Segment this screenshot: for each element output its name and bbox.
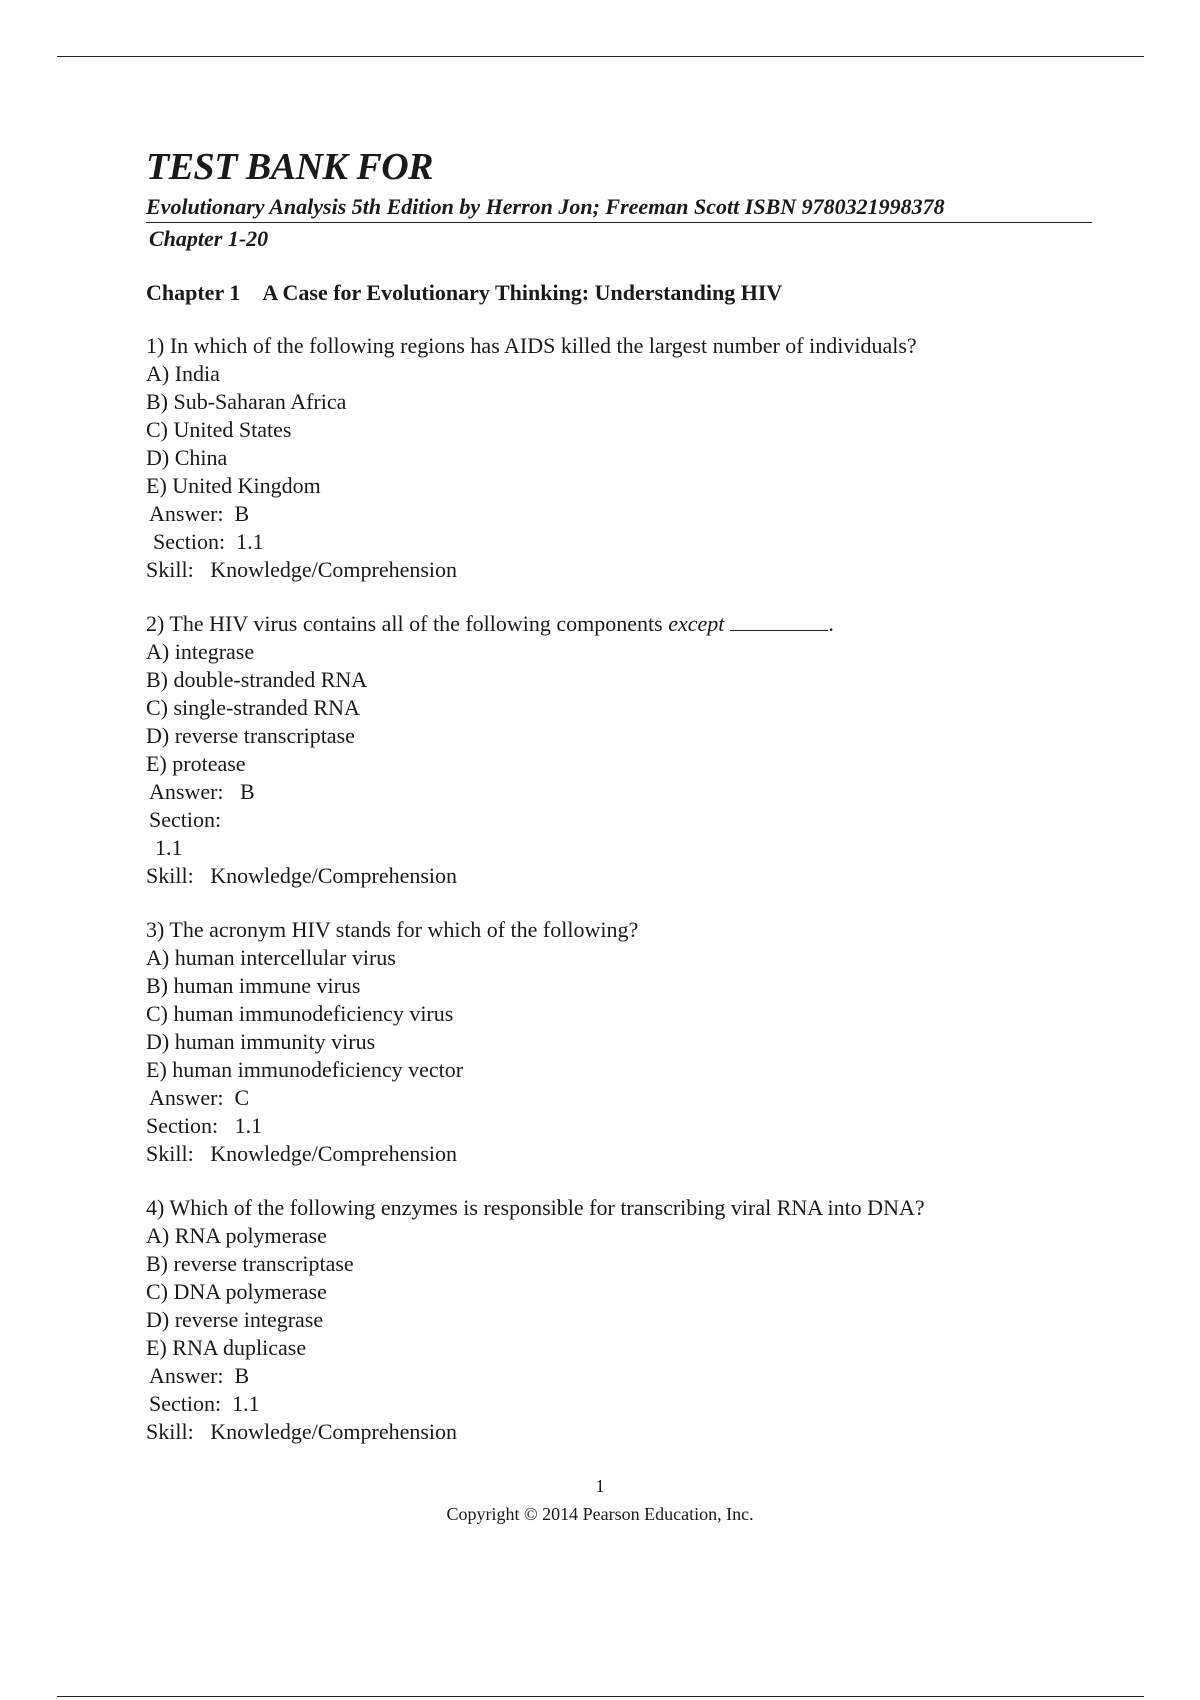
answer-line <box>146 778 1096 806</box>
skill-value: Knowledge/Comprehension <box>210 1419 458 1445</box>
answer-label: Answer: <box>149 1363 224 1389</box>
skill-label: Skill: <box>146 1141 194 1167</box>
top-rule <box>57 56 1144 57</box>
option-c: C) single-stranded RNA <box>146 695 360 721</box>
question-stem-text: 2) The HIV virus contains all of the following components <box>146 611 663 637</box>
option-a: A) India <box>146 361 220 387</box>
question-1 <box>146 332 1096 584</box>
option-c: C) human immunodeficiency virus <box>146 1001 454 1027</box>
section-label: Section: <box>153 529 226 555</box>
option-a: A) human intercellular virus <box>146 945 396 971</box>
skill-value: Knowledge/Comprehension <box>210 863 458 889</box>
chapter-number: Chapter 1 <box>146 279 241 305</box>
page-number: 1 <box>595 1476 605 1496</box>
option-e: E) human immunodeficiency vector <box>146 1057 464 1083</box>
answer-value: B <box>234 1363 250 1389</box>
skill-line <box>146 556 1096 584</box>
section-label: Section: <box>146 1113 219 1139</box>
skill-label: Skill: <box>146 1419 194 1445</box>
skill-value: Knowledge/Comprehension <box>210 557 458 583</box>
answer-label: Answer: <box>149 1085 224 1111</box>
option-d: D) reverse integrase <box>146 1307 324 1333</box>
answer-label: Answer: <box>149 501 224 527</box>
answer-label: Answer: <box>149 779 224 805</box>
section-line <box>146 1112 1096 1140</box>
answer-line <box>146 1362 1096 1390</box>
option-e: E) United Kingdom <box>146 473 321 499</box>
bottom-rule <box>57 1696 1144 1697</box>
answer-value: C <box>234 1085 250 1111</box>
book-subtitle: Evolutionary Analysis 5th Edition by Herron Jon; Freeman Scott ISBN 9780321998378 <box>146 193 1092 224</box>
question-3 <box>146 916 1096 1168</box>
skill-label: Skill: <box>146 557 194 583</box>
option-c: C) DNA polymerase <box>146 1279 327 1305</box>
section-value: 1.1 <box>232 1391 260 1417</box>
option-b: B) reverse transcriptase <box>146 1251 354 1277</box>
copyright-notice: Copyright © 2014 Pearson Education, Inc. <box>446 1504 754 1524</box>
option-b: B) Sub-Saharan Africa <box>146 389 347 415</box>
question-stem: 1) In which of the following regions has AIDS killed the largest number of individuals? <box>146 333 917 359</box>
question-stem-end: . <box>828 611 834 637</box>
skill-line <box>146 1140 1096 1168</box>
option-d: D) reverse transcriptase <box>146 723 355 749</box>
section-line <box>146 528 1096 556</box>
question-stem-emphasis: except <box>668 611 725 637</box>
section-value-line <box>146 834 1096 862</box>
option-b: B) human immune virus <box>146 973 361 999</box>
skill-line <box>146 862 1096 890</box>
section-value: 1.1 <box>155 835 183 861</box>
section-value: 1.1 <box>236 529 264 555</box>
skill-line <box>146 1418 1096 1446</box>
option-e: E) protease <box>146 751 246 777</box>
chapter-range: Chapter 1-20 <box>149 226 269 252</box>
document-page <box>146 146 1096 1446</box>
answer-blank <box>730 612 828 631</box>
chapter-title: A Case for Evolutionary Thinking: Understanding HIV <box>262 279 783 305</box>
section-label: Section: <box>149 807 222 833</box>
section-label: Section: <box>149 1391 222 1417</box>
question-stem: 3) The acronym HIV stands for which of the following? <box>146 917 639 943</box>
question-stem: 4) Which of the following enzymes is responsible for transcribing viral RNA into DNA? <box>146 1195 925 1221</box>
section-value: 1.1 <box>234 1113 263 1139</box>
answer-value: B <box>240 779 255 805</box>
option-b: B) double-stranded RNA <box>146 667 368 693</box>
skill-value: Knowledge/Comprehension <box>210 1141 458 1167</box>
option-d: D) human immunity virus <box>146 1029 376 1055</box>
answer-line <box>146 1084 1096 1112</box>
answer-value: B <box>234 501 250 527</box>
question-stem <box>146 610 1096 638</box>
option-a: A) integrase <box>146 639 255 665</box>
question-2 <box>146 610 1096 890</box>
option-e: E) RNA duplicase <box>146 1335 307 1361</box>
option-c: C) United States <box>146 417 292 443</box>
skill-label: Skill: <box>146 863 194 889</box>
option-d: D) China <box>146 445 228 471</box>
document-title: TEST BANK FOR <box>146 146 434 188</box>
page-footer <box>0 1472 1200 1528</box>
section-label-line <box>146 806 1096 834</box>
section-line <box>146 1390 1096 1418</box>
option-a: A) RNA polymerase <box>146 1223 327 1249</box>
question-4 <box>146 1194 1096 1446</box>
chapter-heading <box>146 279 1096 307</box>
answer-line <box>146 500 1096 528</box>
